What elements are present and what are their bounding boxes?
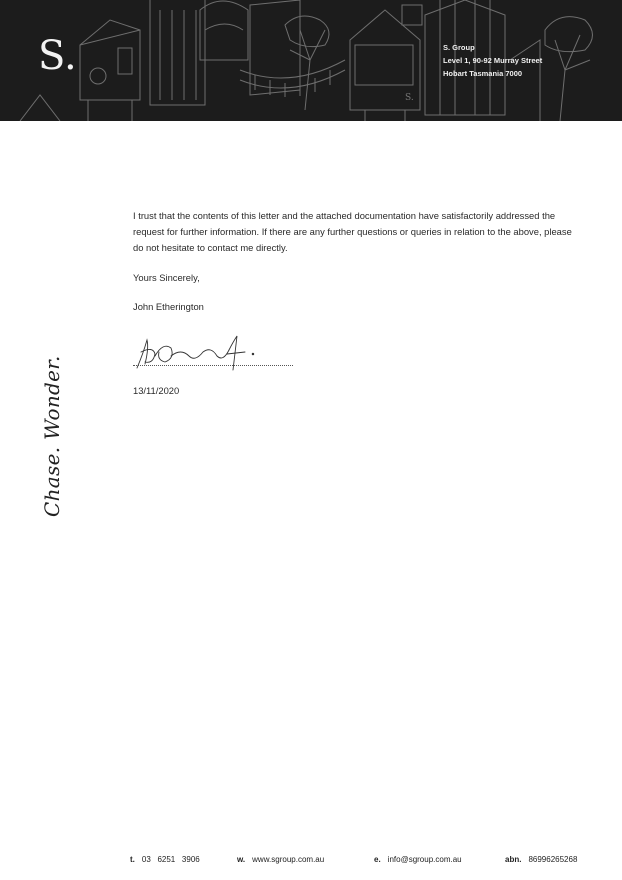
letter-body [133, 208, 578, 256]
svg-text:S.: S. [405, 93, 414, 103]
letter-paragraph: I trust that the contents of this letter and the attached documentation have satisfactorily addressed the request for further information. If there are any further questions or queries in relation to the above, please do not hesitate to contact me directly. [133, 210, 572, 253]
footer-phone [130, 855, 200, 864]
phone-label: t. [130, 855, 135, 864]
footer-abn [505, 855, 577, 864]
letter-date: 13/11/2020 [133, 385, 180, 396]
signature-line [133, 365, 293, 366]
email-label: e. [374, 855, 381, 864]
company-name: S. Group [443, 43, 475, 52]
signature [133, 334, 295, 372]
tagline: Chase. Wonder. [40, 355, 64, 517]
abn-label: abn. [505, 855, 522, 864]
abn-number: 86996265268 [528, 855, 578, 864]
email-link[interactable]: info@sgroup.com.au [387, 855, 462, 864]
company-address [443, 41, 542, 80]
address-line-1: Level 1, 90-92 Murray Street [443, 56, 543, 65]
signer-name: John Etherington [133, 301, 204, 312]
handwritten-signature [133, 334, 295, 372]
footer-email [374, 855, 462, 864]
website-link[interactable]: www.sgroup.com.au [252, 855, 325, 864]
phone-number[interactable]: 03 6251 3906 [141, 855, 200, 864]
company-logo: S. [38, 33, 77, 79]
footer-contact [0, 855, 622, 869]
letter-closing: Yours Sincerely, [133, 272, 200, 283]
footer-web [237, 855, 324, 864]
web-label: w. [237, 855, 246, 864]
letterhead-banner [0, 0, 622, 121]
address-line-2: Hobart Tasmania 7000 [443, 69, 523, 78]
